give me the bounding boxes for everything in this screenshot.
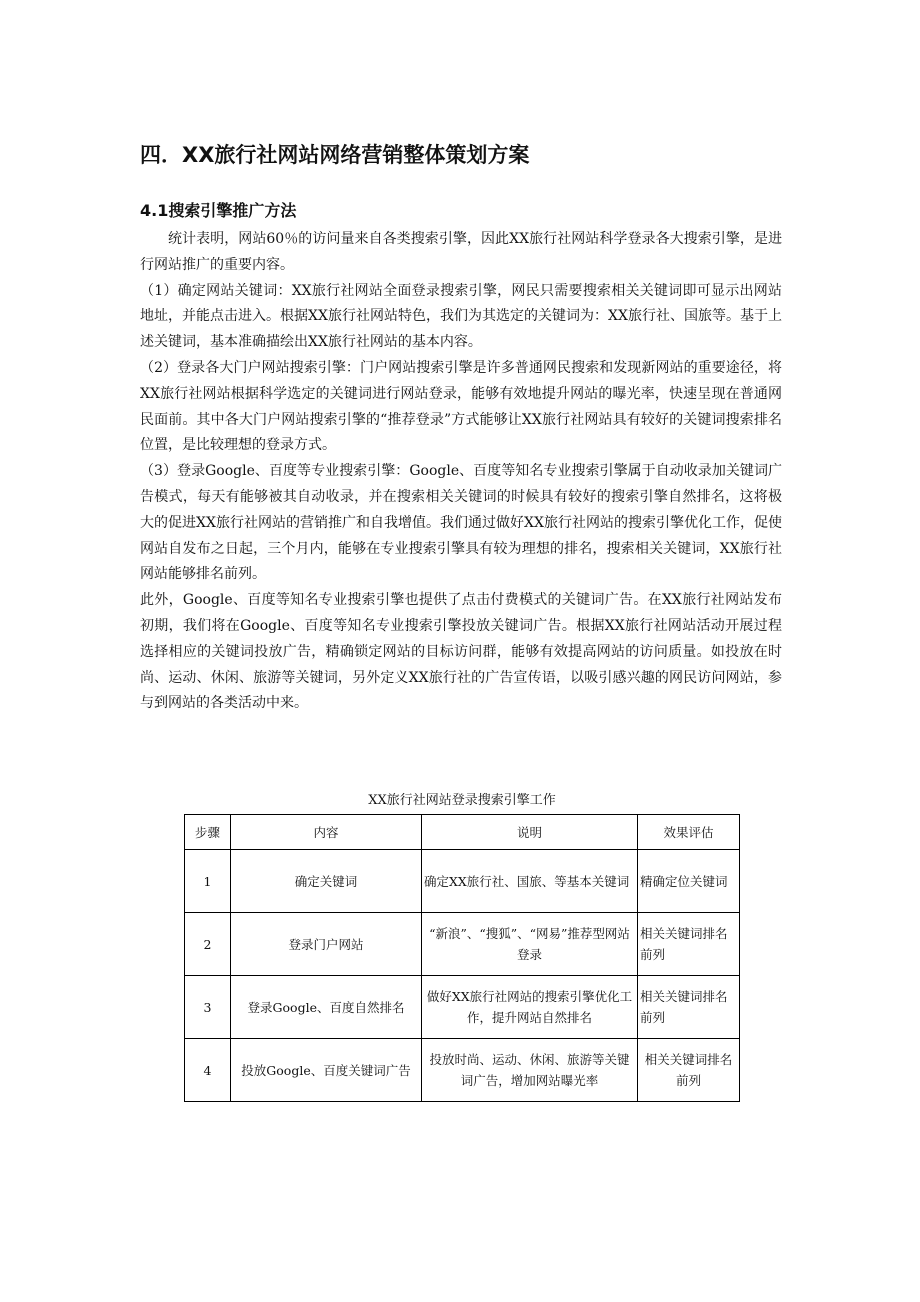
cell-content: 登录Google、百度自然排名 xyxy=(231,976,422,1039)
paragraph-keywords: （1）确定网站关键词：XX旅行社网站全面登录搜索引擎，网民只需要搜索相关关键词即可显示出网站地址，并能点击进入。根据XX旅行社网站特色，我们为其选定的关键词为：XX旅行社、国旅等。基于上述关键词，基本准确描绘出XX旅行社网站的基本内容。 xyxy=(140,282,782,351)
table-caption: XX旅行社网站登录搜索引擎工作 xyxy=(368,793,556,808)
header-evaluation: 效果评估 xyxy=(638,815,740,850)
cell-step: 4 xyxy=(185,1039,231,1102)
table-row xyxy=(185,850,740,913)
paragraph-intro: 统计表明，网站60％的访问量来自各类搜索引擎，因此XX旅行社网站科学登录各大搜索引擎，是进行网站推广的重要内容。 xyxy=(140,231,782,273)
search-engine-table xyxy=(184,814,740,1102)
cell-evaluation: 相关关键词排名前列 xyxy=(638,1039,740,1102)
table-row xyxy=(185,913,740,976)
paragraph-professional: （3）登录Google、百度等专业搜索引擎：Google、百度等知名专业搜索引擎属于自动收录加关键词广告模式，每天有能够被其自动收录，并在搜索相关关键词的时候具有较好的搜索引擎自然排名，这将极大的促进XX旅行社网站的营销推广和自我增值。我们通过做好XX旅行社网站的搜索引擎优化工作，促使网站自发布之日起，三个月内，能够在专业搜索引擎具有较为理想的排名，搜索相关关键词，XX旅行社网站能够排名前列。 xyxy=(140,463,782,583)
section-heading: 四．XX旅行社网站网络营销整体策划方案 xyxy=(140,143,530,167)
table-row xyxy=(185,976,740,1039)
body-text xyxy=(140,227,782,717)
paragraph-portal: （2）登录各大门户网站搜索引擎：门户网站搜索引擎是许多普通网民搜索和发现新网站的重要途径，将XX旅行社网站根据科学选定的关键词进行网站登录，能够有效地提升网站的曝光率，快速呈现在普通网民面前。其中各大门户网站搜索引擎的“推荐登录”方式能够让XX旅行社网站具有较好的关键词搜索排名位置，是比较理想的登录方式。 xyxy=(140,359,782,454)
cell-description: 做好XX旅行社网站的搜索引擎优化工作，提升网站自然排名 xyxy=(422,976,638,1039)
header-description: 说明 xyxy=(422,815,638,850)
cell-description: 投放时尚、运动、休闲、旅游等关键词广告，增加网站曝光率 xyxy=(422,1039,638,1102)
cell-description: “新浪”、“搜狐”、“网易”推荐型网站登录 xyxy=(422,913,638,976)
cell-step: 2 xyxy=(185,913,231,976)
cell-step: 3 xyxy=(185,976,231,1039)
paragraph-paid-ads: 此外，Google、百度等知名专业搜索引擎也提供了点击付费模式的关键词广告。在XX旅行社网站发布初期，我们将在Google、百度等知名专业搜索引擎投放关键词广告。根据XX旅行社网站活动开展过程选择相应的关键词投放广告，精确锁定网站的目标访问群，能够有效提高网站的访问质量。如投放在时尚、运动、休闲、旅游等关键词，另外定义XX旅行社的广告宣传语，以吸引感兴趣的网民访问网站，参与到网站的各类活动中来。 xyxy=(140,592,782,712)
cell-content: 投放Google、百度关键词广告 xyxy=(231,1039,422,1102)
header-step: 步骤 xyxy=(185,815,231,850)
subsection-heading: 4.1搜索引擎推广方法 xyxy=(140,201,297,220)
cell-evaluation: 相关关键词排名前列 xyxy=(638,913,740,976)
cell-evaluation: 精确定位关键词 xyxy=(638,850,740,913)
cell-content: 确定关键词 xyxy=(231,850,422,913)
cell-content: 登录门户网站 xyxy=(231,913,422,976)
cell-evaluation: 相关关键词排名前列 xyxy=(638,976,740,1039)
cell-description: 确定XX旅行社、国旅、等基本关键词 xyxy=(422,850,638,913)
table-header-row xyxy=(185,815,740,850)
cell-step: 1 xyxy=(185,850,231,913)
table-row xyxy=(185,1039,740,1102)
header-content: 内容 xyxy=(231,815,422,850)
